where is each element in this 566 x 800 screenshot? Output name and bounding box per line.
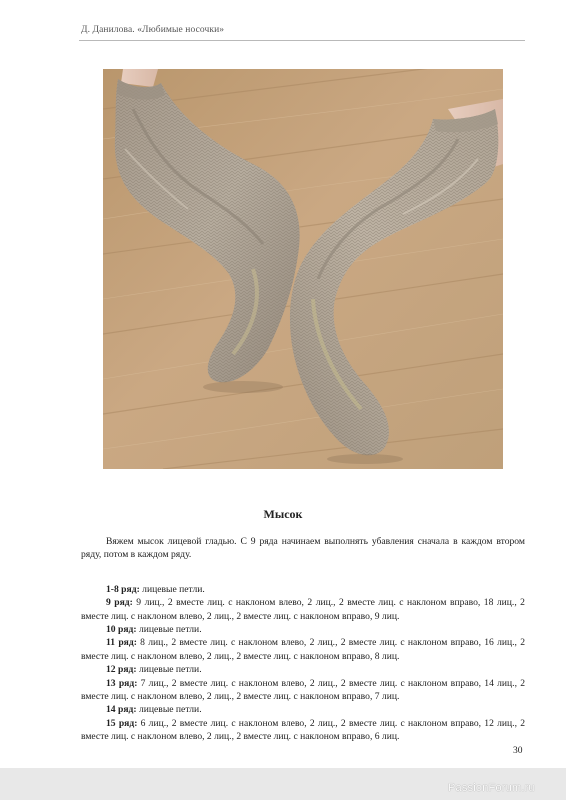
row-instruction [81,636,525,663]
row-label: 1-8 ряд: [106,583,140,595]
row-text: лицевые петли. [136,704,202,716]
row-label: 14 ряд: [106,704,137,716]
row-label: 15 ряд: [106,717,138,729]
row-text: 6 лиц., 2 вместе лиц. с наклоном влево, 2 лиц., 2 вместе лиц. с наклоном вправо, 12 лиц., 2 вместе лиц. с наклоном влево, 2 лиц., 2 вместе лиц. с наклоном вправо, 6 лиц. [81,717,525,743]
row-text: лицевые петли. [139,583,205,595]
row-label: 13 ряд: [106,677,138,689]
row-text: 8 лиц., 2 вместе лиц. с наклоном влево, 2 лиц., 2 вместе лиц. с наклоном вправо, 16 лиц., 2 вместе лиц. с наклоном влево, 2 лиц., 2 вместе лиц. с наклоном вправо, 8 лиц. [81,637,525,662]
row-text: 9 лиц., 2 вместе лиц. с наклоном влево, 2 лиц., 2 вместе лиц. с наклоном вправо, 18 лиц., 2 вместе лиц. с наклоном влево, 2 лиц., 2 вместе лиц. с наклоном вправо, 9 лиц. [81,597,525,622]
intro-paragraph: Вяжем мысок лицевой гладью. С 9 ряда начинаем выполнять убавления сначала в каждом втором ряду, потом в каждом ряду. [81,536,525,561]
page-number: 30 [513,746,523,756]
header-divider [79,40,525,41]
row-instruction [81,596,525,623]
site-watermark: PassionForum.ru [448,782,535,794]
row-text: лицевые петли. [136,664,202,676]
row-label: 11 ряд: [106,637,137,649]
row-instruction [81,703,525,716]
row-instruction [81,677,525,704]
section-title: Мысок [263,507,303,521]
socks-photo [103,69,503,469]
row-text: лицевые петли. [136,624,202,636]
row-instruction [81,717,525,744]
row-instruction [81,623,525,636]
row-text: 7 лиц., 2 вместе лиц. с наклоном влево, 2 лиц., 2 вместе лиц. с наклоном вправо, 14 лиц., 2 вместе лиц. с наклоном влево, 2 лиц., 2 вместе лиц. с наклоном вправо, 7 лиц. [81,677,525,703]
row-instruction [81,663,525,676]
row-instruction [81,583,525,596]
pattern-instructions [81,535,525,744]
running-header: Д. Данилова. «Любимые носочки» [81,25,225,35]
row-label: 10 ряд: [106,624,137,636]
row-label: 12 ряд: [106,664,137,676]
row-label: 9 ряд: [106,597,133,609]
